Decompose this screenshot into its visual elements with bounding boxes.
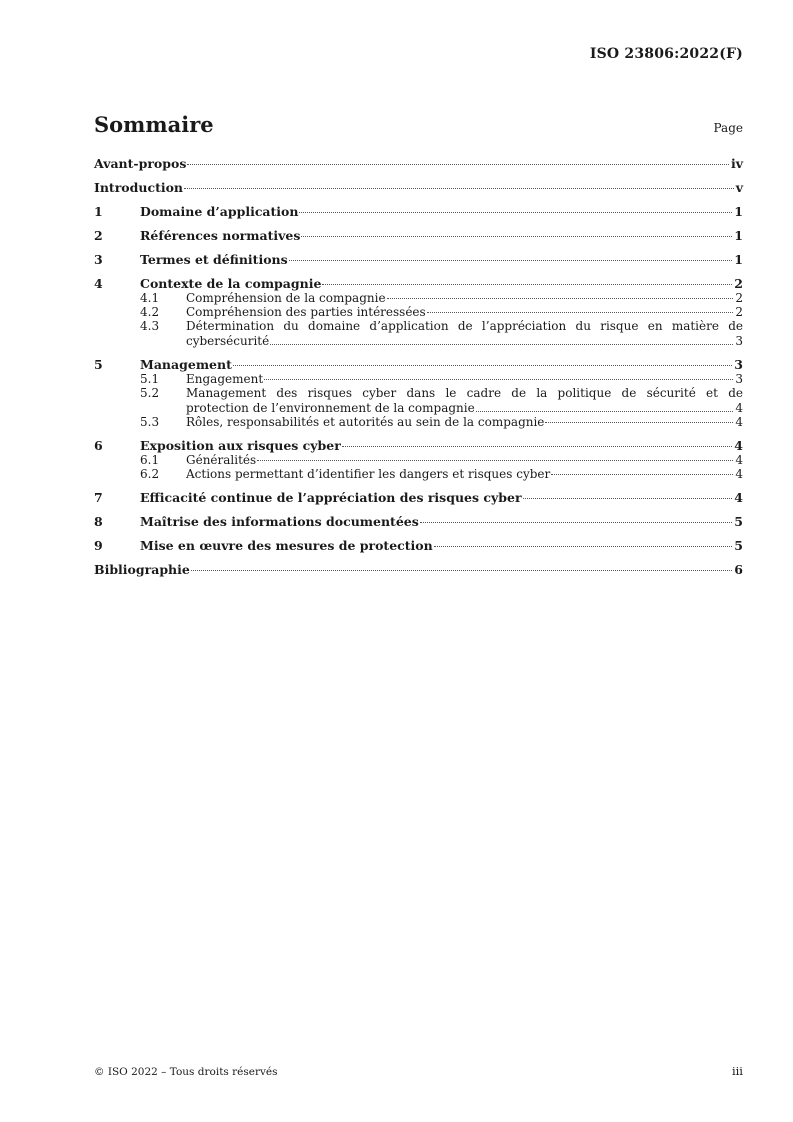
toc-entry-1[interactable] <box>94 204 743 219</box>
toc-page-number: 4 <box>735 400 743 415</box>
toc-section-number: 1 <box>94 204 103 219</box>
toc-entry-3[interactable] <box>94 252 743 267</box>
toc-page-number: 1 <box>734 204 743 219</box>
toc-entry-text-line2: cybersécurité <box>186 333 270 348</box>
toc-section-number: 8 <box>94 514 103 529</box>
toc-entry-text: Domaine d’application <box>140 204 299 219</box>
toc-section-number: 4.2 <box>140 305 160 319</box>
toc-entry-text: Contexte de la compagnie <box>140 276 322 291</box>
toc-entry-avant-propos[interactable] <box>94 156 743 171</box>
toc-entry-text: Exposition aux risques cyber <box>140 438 341 453</box>
toc-entry-5-2[interactable] <box>94 386 743 415</box>
toc-page-number: 4 <box>735 453 743 467</box>
toc-entry-6-1[interactable] <box>94 453 743 467</box>
toc-section-number: 2 <box>94 228 103 243</box>
toc-page-number: 6 <box>734 562 743 577</box>
dot-leader <box>434 546 733 547</box>
toc-entry-text: Mise en œuvre des mesures de protection <box>140 538 433 553</box>
toc-entry-5[interactable] <box>94 357 743 372</box>
toc-entry-text: Introduction <box>94 180 184 195</box>
toc-section-number: 6 <box>94 438 103 453</box>
toc-entry-5-3[interactable] <box>94 415 743 429</box>
dot-leader <box>545 422 733 423</box>
toc-entry-text: Avant-propos <box>94 156 187 171</box>
toc-entry-4-1[interactable] <box>94 291 743 305</box>
toc-entry-6[interactable] <box>94 438 743 453</box>
toc-entry-text: Compréhension des parties intéressées <box>186 305 426 319</box>
toc-page-number: 3 <box>734 357 743 372</box>
toc-page-number: 2 <box>735 291 743 305</box>
dot-leader <box>257 460 733 461</box>
toc-entry-text: Maîtrise des informations documentées <box>140 514 419 529</box>
toc-entry-4-3[interactable] <box>94 319 743 348</box>
dot-leader <box>523 498 733 499</box>
table-of-contents <box>94 156 743 577</box>
page-title: Sommaire <box>94 112 214 137</box>
toc-page-number: 4 <box>734 438 743 453</box>
dot-leader <box>427 312 734 313</box>
toc-page-number: iv <box>730 156 743 171</box>
toc-entry-bibliographie[interactable] <box>94 562 743 577</box>
toc-entry-text: Références normatives <box>140 228 301 243</box>
toc-section-number: 7 <box>94 490 103 505</box>
toc-page-number: 4 <box>735 467 743 481</box>
toc-entry-text: Engagement <box>186 372 264 386</box>
toc-page-number: 2 <box>734 276 743 291</box>
toc-section-number: 4 <box>94 276 103 291</box>
title-row <box>94 112 743 137</box>
toc-entry-6-2[interactable] <box>94 467 743 481</box>
toc-entry-text-line2: protection de l’environnement de la compagnie <box>186 400 475 415</box>
toc-entry-9[interactable] <box>94 538 743 553</box>
dot-leader <box>187 164 729 165</box>
toc-section-number: 6.1 <box>140 453 160 467</box>
dot-leader <box>301 236 732 237</box>
toc-section-number: 4.3 <box>140 319 160 333</box>
toc-section-number: 5.3 <box>140 415 160 429</box>
toc-entry-4-2[interactable] <box>94 305 743 319</box>
toc-page-number: 1 <box>734 252 743 267</box>
toc-entry-4[interactable] <box>94 276 743 291</box>
toc-page-number: 5 <box>734 538 743 553</box>
toc-page-number: 2 <box>735 305 743 319</box>
toc-section-number: 3 <box>94 252 103 267</box>
toc-entry-text: Management <box>140 357 232 372</box>
footer-page-number: iii <box>731 1064 743 1078</box>
toc-section-number: 6.2 <box>140 467 160 481</box>
toc-entry-text: Efficacité continue de l’appréciation des risques cyber <box>140 490 522 505</box>
toc-page-number: v <box>735 180 743 195</box>
toc-section-number: 4.1 <box>140 291 160 305</box>
toc-entry-text: Termes et définitions <box>140 252 288 267</box>
page-column-label: Page <box>713 121 743 135</box>
dot-leader <box>270 344 733 345</box>
dot-leader <box>551 474 733 475</box>
toc-page-number: 1 <box>734 228 743 243</box>
toc-entry-text: Compréhension de la compagnie <box>186 291 386 305</box>
dot-leader <box>289 260 733 261</box>
document-id: ISO 23806:2022(F) <box>589 46 743 62</box>
dot-leader <box>476 411 734 412</box>
toc-section-number: 9 <box>94 538 103 553</box>
toc-page-number: 5 <box>734 514 743 529</box>
toc-entry-text-line1: Management des risques cyber dans le cadre de la politique de sécurité et de <box>186 386 743 400</box>
dot-leader <box>191 570 732 571</box>
dot-leader <box>342 446 732 447</box>
dot-leader <box>264 379 733 380</box>
toc-entry-text: Rôles, responsabilités et autorités au sein de la compagnie <box>186 415 545 429</box>
toc-entry-8[interactable] <box>94 514 743 529</box>
dot-leader <box>299 212 732 213</box>
toc-entry-introduction[interactable] <box>94 180 743 195</box>
dot-leader <box>322 284 732 285</box>
toc-section-number: 5.2 <box>140 386 160 400</box>
dot-leader <box>184 188 734 189</box>
toc-entry-text: Généralités <box>186 453 257 467</box>
dot-leader <box>233 365 732 366</box>
toc-section-number: 5.1 <box>140 372 160 386</box>
toc-section-number: 5 <box>94 357 103 372</box>
toc-entry-7[interactable] <box>94 490 743 505</box>
footer-copyright: © ISO 2022 – Tous droits réservés <box>94 1066 278 1078</box>
toc-page-number: 4 <box>734 490 743 505</box>
toc-entry-text: Actions permettant d’identifier les dangers et risques cyber <box>186 467 551 481</box>
toc-entry-text: Bibliographie <box>94 562 190 577</box>
dot-leader <box>387 298 734 299</box>
toc-entry-text-line1: Détermination du domaine d’application de l’appréciation du risque en matière de <box>186 319 743 333</box>
toc-entry-2[interactable] <box>94 228 743 243</box>
toc-entry-5-1[interactable] <box>94 372 743 386</box>
toc-page-number: 3 <box>735 333 743 348</box>
dot-leader <box>420 522 733 523</box>
toc-page-number: 4 <box>735 415 743 429</box>
toc-page-number: 3 <box>735 372 743 386</box>
